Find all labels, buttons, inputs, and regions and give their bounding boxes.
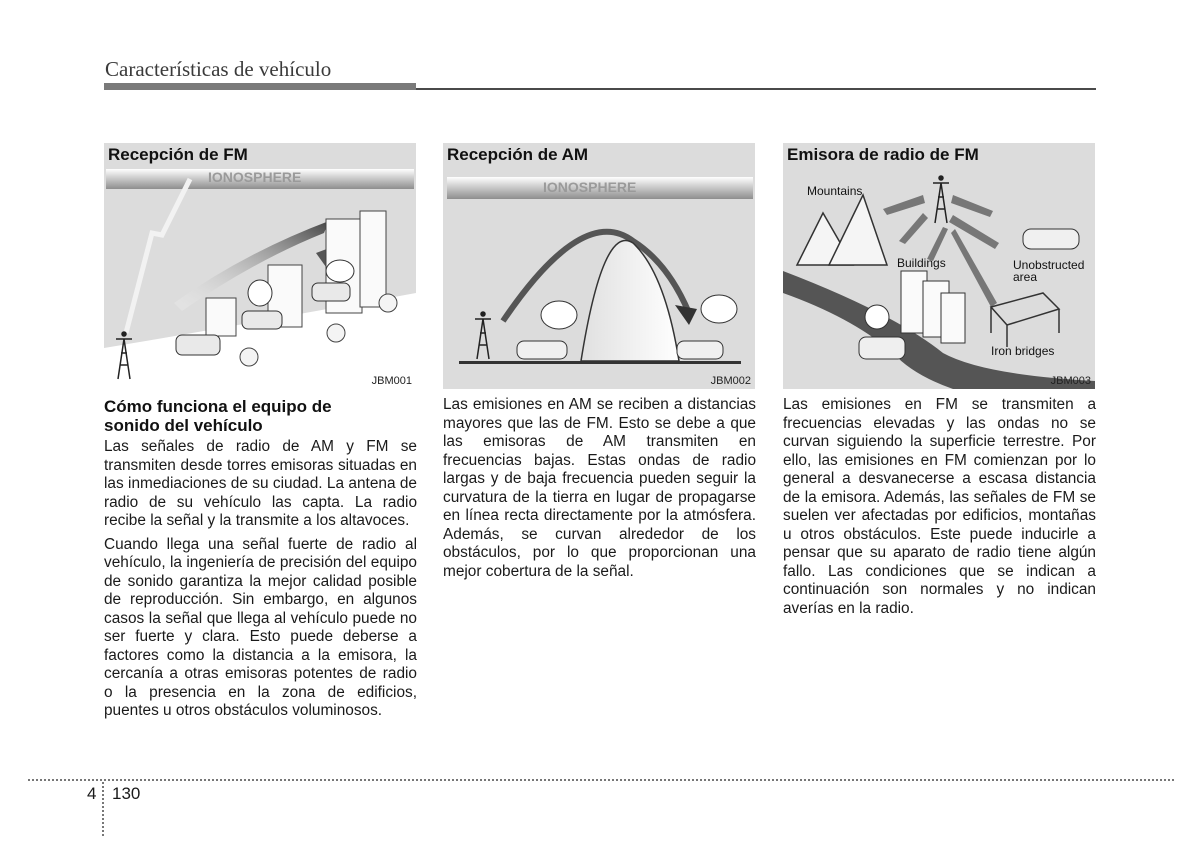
unobstructed-label: Unobstructed (1013, 258, 1085, 272)
figure-title: Recepción de FM (108, 145, 248, 164)
figure-title: Emisora de radio de FM (787, 145, 979, 164)
figure-code: JBM001 (371, 375, 412, 387)
ionosphere-label: IONOSPHERE (543, 179, 637, 195)
mountains (797, 195, 887, 265)
speech-bubble (865, 305, 889, 329)
radio-tower-icon (933, 176, 949, 223)
buildings (901, 271, 965, 343)
footer-dotted-divider (102, 782, 104, 836)
paragraph: Las emisiones en AM se reciben a distancias mayores que las de FM. Esto se debe a que las emisoras de AM transmiten en frecuencias bajas. Estas ondas de radio largas y de baja frecuencia pueden seguir la curvatura de la tierra en lugar de propagarse en línea recta directamente por la atmósfera. Además, se curvan alrededor de los obstáculos, por lo que proporcionan una mejor cobertura de la señal. (443, 396, 756, 580)
lightning-bolt (126, 179, 190, 333)
car-unobstructed (1023, 229, 1079, 249)
fm-reception-illustration (104, 143, 416, 389)
figure-fm-station (783, 143, 1095, 389)
header-rule-thick (104, 83, 416, 90)
iron-bridge (991, 293, 1059, 347)
figure-am-reception (443, 143, 755, 389)
mountain (581, 240, 679, 361)
iron-bridges-label: Iron bridges (991, 344, 1055, 358)
paragraph: Las señales de radio de AM y FM se transmiten desde torres emisoras situadas en las inmediaciones de su ciudad. La antena de radio de su vehículo las capta. La radio recibe la señal y la transmite a los altavoces. (104, 438, 417, 529)
paragraph: Las emisiones en FM se transmiten a frecuencias elevadas y las ondas no se curvan siguiendo la superficie terrestre. Por ello, las emisiones en FM comienzan por lo general a desvanecerse a escasa distancia de la emisora. Además, las señales de FM se suelen ver afectadas por edificios, montañas u otros obstáculos. Este puede inducirle a pensar que su aparato de radio tiene algún fallo. Las condiciones que se indican a continuación son normales y no indican averías en la radio. (783, 396, 1096, 617)
buildings-label: Buildings (897, 256, 946, 270)
section-heading (104, 397, 417, 435)
chapter-number: 4 (87, 784, 97, 803)
am-reception-illustration (443, 143, 755, 389)
footer-dotted-rule (28, 779, 1174, 781)
right-column (783, 396, 1096, 618)
figure-code: JBM002 (710, 375, 751, 387)
header-rule-thin (416, 88, 1096, 90)
page-header-title: Características de vehículo (105, 57, 332, 81)
unobstructed-label-line2: area (1013, 270, 1038, 284)
wave-arrowhead (675, 305, 697, 325)
figure-title: Recepción de AM (447, 145, 589, 164)
heading-line-2: sonido del vehículo (104, 416, 263, 435)
figure-code: JBM003 (1050, 375, 1091, 387)
left-column (104, 397, 417, 721)
middle-column (443, 396, 756, 581)
mountains-label: Mountains (807, 184, 863, 198)
fm-station-illustration (783, 143, 1095, 389)
radio-tower-icon (475, 312, 491, 359)
heading-line-1: Cómo funciona el equipo de (104, 397, 332, 416)
page-number: 130 (112, 784, 141, 803)
car-on-road (859, 337, 905, 359)
paragraph: Cuando llega una señal fuerte de radio al vehículo, la ingeniería de precisión del equipo de sonido garantiza la mejor calidad posible de reproducción. Sin embargo, en algunos casos la señal que llega al vehículo puede no ser fuerte y clara. Esto puede deberse a factores como la distancia a la emisora, la cercanía a otras emisoras potentes de radio o la presencia en la zona de edificios, puentes u otros obstáculos voluminosos. (104, 535, 417, 719)
figure-fm-reception (104, 143, 416, 389)
ionosphere-label: IONOSPHERE (208, 169, 302, 185)
